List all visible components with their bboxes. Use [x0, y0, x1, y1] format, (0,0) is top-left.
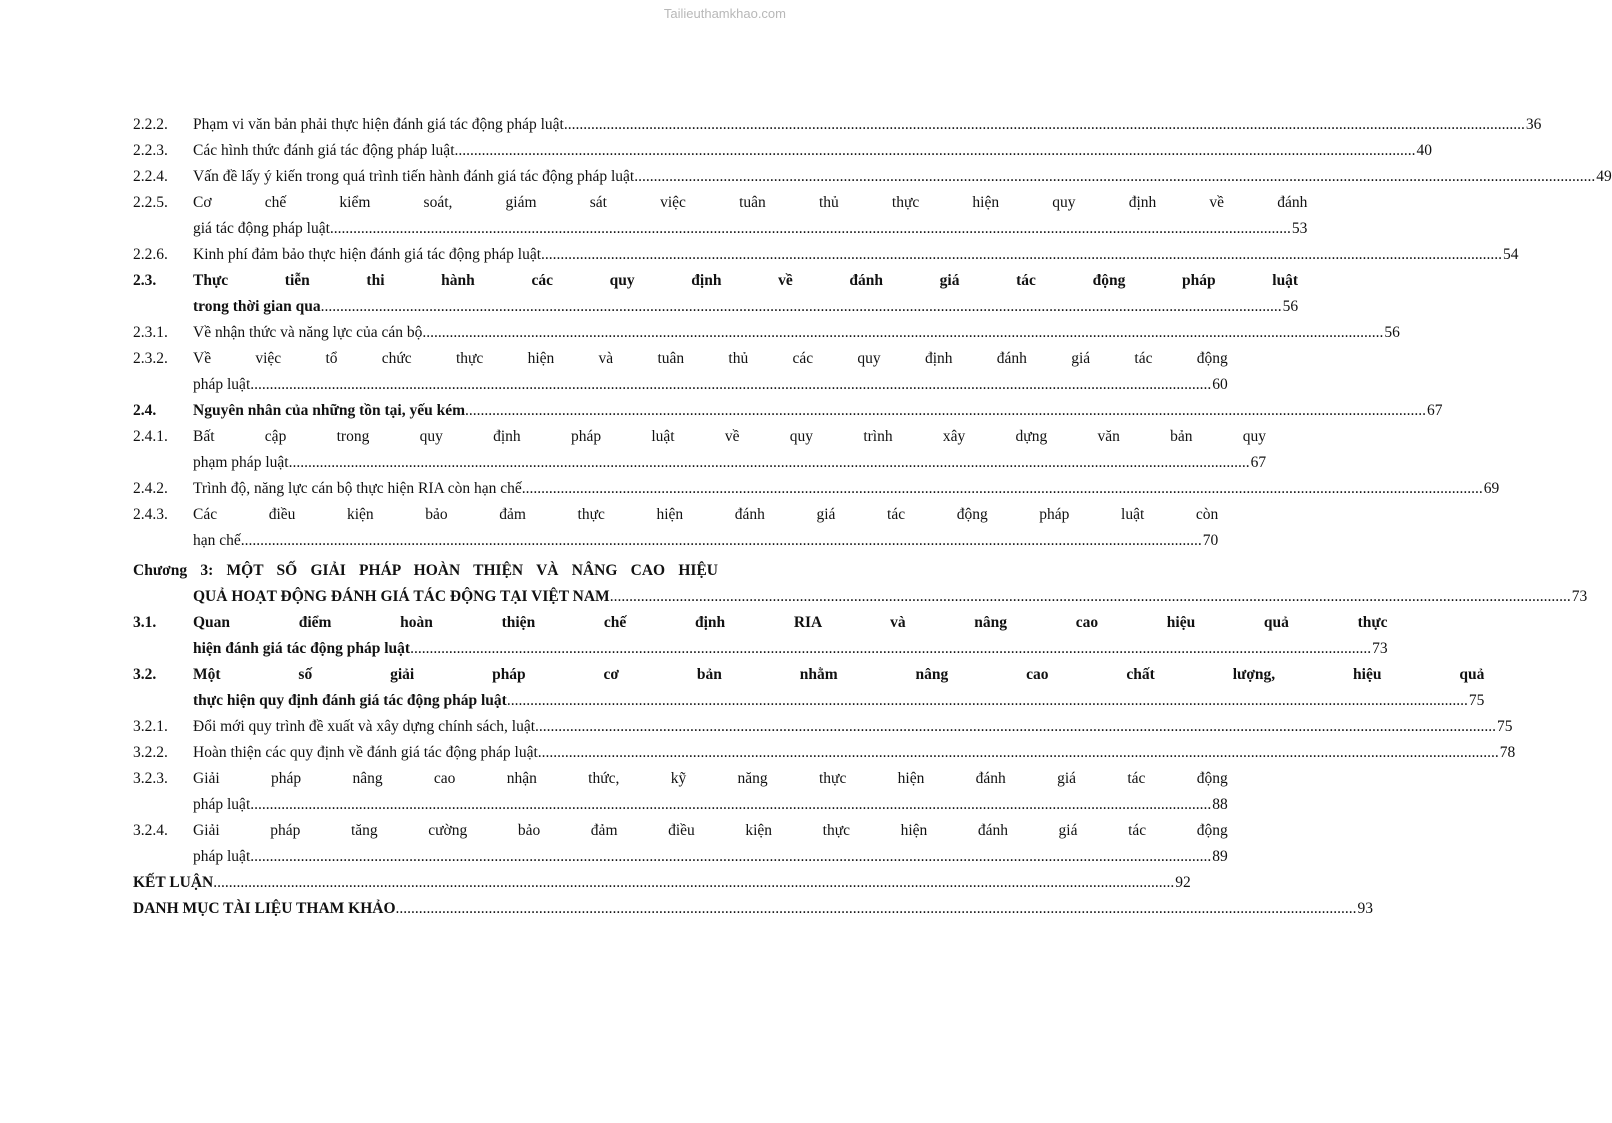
- toc-page-number: 75: [1468, 692, 1485, 709]
- toc-page-number: 73: [1372, 640, 1388, 657]
- toc-entry-title-line-1: Giải pháp nâng cao nhận thức, kỹ năng thực hiện đánh giá tác động: [193, 770, 1228, 787]
- toc-page-number: 49: [1596, 168, 1612, 185]
- toc-page-number: 67: [1250, 454, 1267, 471]
- toc-entry-title-line-2: pháp luật: [193, 796, 251, 813]
- toc-entry-title-line-2: giá tác động pháp luật: [193, 220, 330, 237]
- toc-entry-number: 3.1.: [133, 614, 157, 631]
- toc-entry-title: Đổi mới quy trình đề xuất và xây dựng chính sách, luật: [193, 718, 536, 735]
- toc-entry-number: 2.4.3.: [133, 506, 168, 523]
- toc-dot-leader: [289, 450, 1250, 476]
- toc-dot-leader: [455, 138, 1416, 164]
- toc-page-number: 75: [1497, 718, 1513, 735]
- toc-dot-leader: [241, 528, 1202, 554]
- toc-entry-2-4: [133, 398, 1443, 424]
- toc-dot-leader: [507, 688, 1468, 714]
- toc-page-number: 93: [1357, 900, 1374, 917]
- toc-entry-3-1: [133, 610, 1388, 662]
- toc-dot-leader: [250, 372, 1211, 398]
- toc-entry-number: 3.2.4.: [133, 822, 168, 839]
- toc-entry-number: 2.4.: [133, 402, 157, 419]
- toc-dot-leader: [410, 636, 1371, 662]
- toc-entry-3-2-3: [133, 766, 1228, 818]
- toc-entry-number: 2.3.2.: [133, 350, 168, 367]
- toc-page-number: 67: [1427, 402, 1443, 419]
- toc-page-number: 53: [1291, 220, 1308, 237]
- toc-dot-leader: [522, 476, 1483, 502]
- toc-page-number: 73: [1571, 588, 1588, 605]
- toc-entry-title-line-1: Cơ chế kiểm soát, giám sát việc tuân thủ thực hiện quy định về đánh: [193, 194, 1308, 211]
- toc-entry-title-line-1: Thực tiễn thi hành các quy định về đánh giá tác động pháp luật: [193, 272, 1299, 289]
- toc-entry-3-2-1: [133, 714, 1513, 740]
- toc-entry-number: 2.2.5.: [133, 194, 168, 211]
- toc-entry-title-line-2: trong thời gian qua: [193, 298, 321, 315]
- toc-page-number: 89: [1212, 848, 1228, 865]
- toc-entry-number: 2.4.2.: [133, 480, 168, 497]
- toc-dot-leader: [634, 164, 1595, 190]
- toc-entry-number: 2.3.1.: [133, 324, 168, 341]
- toc-dot-leader: [541, 242, 1502, 268]
- toc-entry-2-4-3: [133, 502, 1219, 554]
- toc-entry-title-line-1: Giải pháp tăng cường bảo đảm điều kiện thực hiện đánh giá tác động: [193, 822, 1228, 839]
- toc-entry-ket-luan: [133, 870, 1191, 896]
- toc-entry-title-line-1: Bất cập trong quy định pháp luật về quy trình xây dựng văn bản quy: [193, 428, 1267, 445]
- toc-dot-leader: [321, 294, 1282, 320]
- toc-dot-leader: [250, 792, 1211, 818]
- toc-page-number: 54: [1503, 246, 1519, 263]
- toc-entry-2-2-5: [133, 190, 1308, 242]
- toc-dot-leader: [538, 740, 1499, 766]
- toc-dot-leader: [610, 584, 1571, 610]
- toc-entry-title: Hoàn thiện các quy định về đánh giá tác động pháp luật: [193, 744, 538, 761]
- toc-chapter-3: [133, 558, 1588, 610]
- toc-entry-title: Các hình thức đánh giá tác động pháp luật: [193, 142, 455, 159]
- toc-page-number: 56: [1282, 298, 1299, 315]
- toc-entry-3-2-4: [133, 818, 1228, 870]
- toc-dot-leader: [330, 216, 1291, 242]
- toc-dot-leader: [250, 844, 1211, 870]
- toc-chapter-title-line-2: QUẢ HOẠT ĐỘNG ĐÁNH GIÁ TÁC ĐỘNG TẠI VIỆT NAM: [193, 588, 610, 605]
- toc-entry-title: Vấn đề lấy ý kiến trong quá trình tiến hành đánh giá tác động pháp luật: [193, 168, 635, 185]
- toc-entry-number: 3.2.3.: [133, 770, 168, 787]
- toc-entry-number: 2.2.3.: [133, 142, 168, 159]
- toc-dot-leader: [564, 112, 1525, 138]
- toc-entry-number: 2.3.: [133, 272, 157, 289]
- toc-page-number: 92: [1175, 874, 1191, 891]
- toc-entry-number: 2.2.2.: [133, 116, 168, 133]
- toc-entry-number: 3.2.: [133, 666, 157, 683]
- toc-entry-number: 2.4.1.: [133, 428, 168, 445]
- toc-entry-title-line-2: pháp luật: [193, 376, 251, 393]
- toc-entry-number: 2.2.4.: [133, 168, 168, 185]
- toc-dot-leader: [422, 320, 1383, 346]
- toc-dot-leader: [465, 398, 1426, 424]
- toc-page-number: 36: [1525, 116, 1542, 133]
- toc-entry-2-3: [133, 268, 1299, 320]
- toc-entry-title-line-1: Quan điểm hoàn thiện chế định RIA và nâng cao hiệu quả thực: [193, 614, 1388, 631]
- toc-entry-2-3-2: [133, 346, 1228, 398]
- toc-entry-title: Kinh phí đảm bảo thực hiện đánh giá tác động pháp luật: [193, 246, 542, 263]
- toc-entry-2-4-2: [133, 476, 1500, 502]
- toc-entry-title: DANH MỤC TÀI LIỆU THAM KHẢO: [133, 900, 396, 917]
- toc-entry-title-line-1: Một số giải pháp cơ bản nhằm nâng cao chất lượng, hiệu quả: [193, 666, 1485, 683]
- table-of-contents: [133, 112, 1612, 922]
- toc-entry-3-2: [133, 662, 1485, 714]
- toc-page-number: 78: [1499, 744, 1516, 761]
- watermark: Tailieuthamkhao.com: [663, 6, 786, 21]
- toc-page-number: 70: [1202, 532, 1219, 549]
- toc-entry-number: 3.2.2.: [133, 744, 168, 761]
- toc-page-number: 88: [1212, 796, 1228, 813]
- toc-entry-title-line-2: phạm pháp luật: [193, 454, 289, 471]
- toc-entry-2-2-4: [133, 164, 1612, 190]
- toc-entry-title: KẾT LUẬN: [133, 874, 214, 891]
- toc-page-number: 40: [1416, 142, 1432, 159]
- toc-entry-2-4-1: [133, 424, 1267, 476]
- toc-page-number: 60: [1212, 376, 1228, 393]
- toc-dot-leader: [213, 870, 1174, 896]
- toc-entry-title-line-2: hạn chế: [193, 532, 241, 549]
- toc-entry-references: [133, 896, 1374, 922]
- toc-entry-title-line-1: Về việc tổ chức thực hiện và tuân thủ các quy định đánh giá tác động: [193, 350, 1228, 367]
- toc-entry-title: Trình độ, năng lực cán bộ thực hiện RIA còn hạn chế: [193, 480, 522, 497]
- toc-entry-2-2-3: [133, 138, 1432, 164]
- toc-entry-title: Phạm vi văn bản phải thực hiện đánh giá tác động pháp luật: [193, 116, 564, 133]
- toc-entry-title-line-2: thực hiện quy định đánh giá tác động pháp luật: [193, 692, 507, 709]
- toc-entry-2-2-6: [133, 242, 1519, 268]
- toc-entry-number: 2.2.6.: [133, 246, 168, 263]
- toc-dot-leader: [396, 896, 1357, 922]
- toc-entry-title-line-2: hiện đánh giá tác động pháp luật: [193, 640, 411, 657]
- toc-entry-2-3-1: [133, 320, 1400, 346]
- toc-entry-2-2-2: [133, 112, 1542, 138]
- toc-entry-number: 3.2.1.: [133, 718, 168, 735]
- toc-entry-3-2-2: [133, 740, 1516, 766]
- toc-entry-title-line-1: Các điều kiện bảo đảm thực hiện đánh giá tác động pháp luật còn: [193, 506, 1219, 523]
- toc-page-number: 56: [1384, 324, 1400, 341]
- toc-entry-title: Nguyên nhân của những tồn tại, yếu kém: [193, 402, 465, 419]
- toc-entry-title: Về nhận thức và năng lực của cán bộ: [193, 324, 423, 341]
- toc-page-number: 69: [1483, 480, 1500, 497]
- toc-entry-title-line-2: pháp luật: [193, 848, 251, 865]
- toc-chapter-title-line-1: Chương 3: MỘT SỐ GIẢI PHÁP HOÀN THIỆN VÀ NÂNG CAO HIỆU: [133, 562, 718, 579]
- toc-dot-leader: [535, 714, 1496, 740]
